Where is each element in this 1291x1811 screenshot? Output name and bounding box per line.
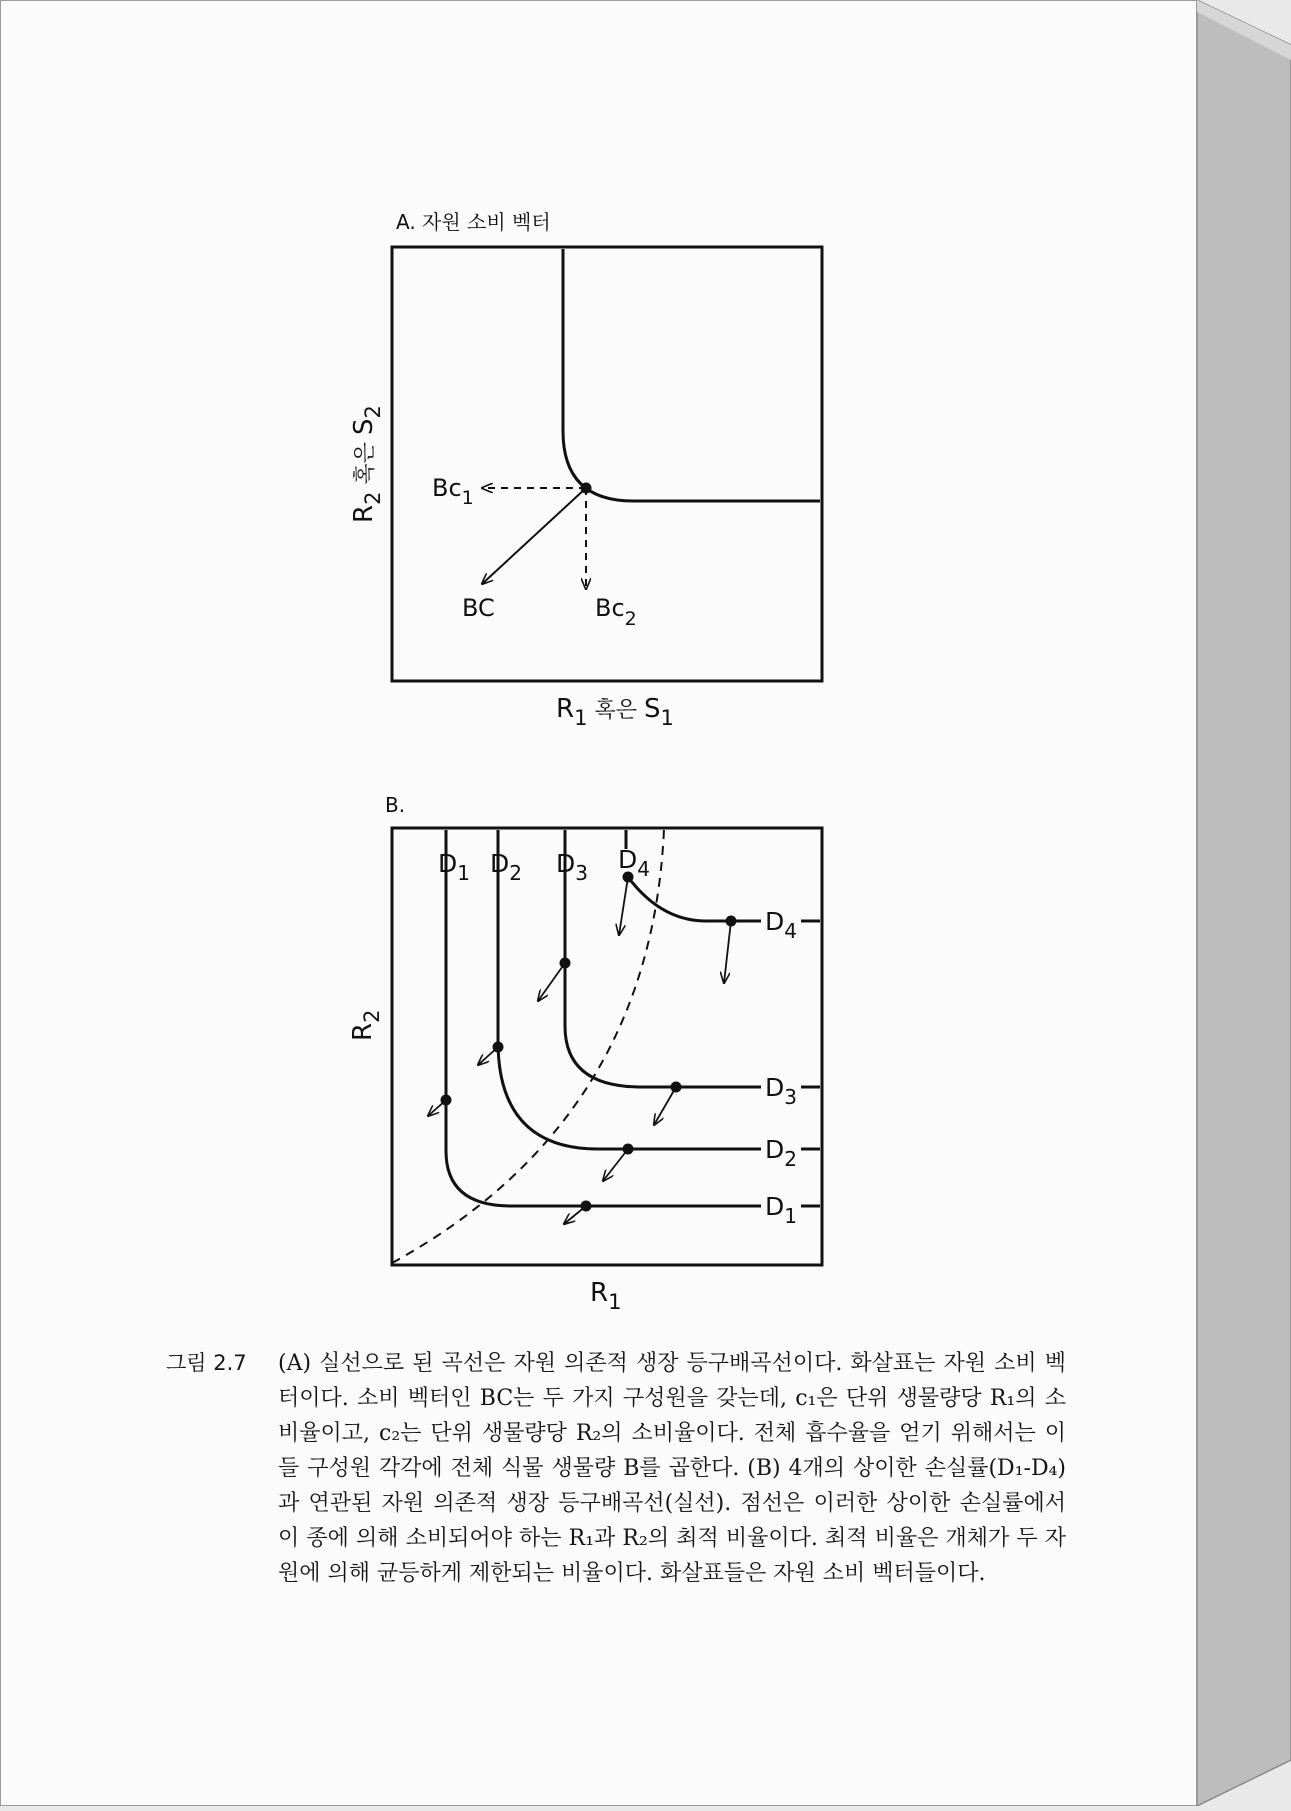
label-d4-right: $D_4$ xyxy=(765,907,797,943)
vector-d1-upper xyxy=(428,1100,446,1116)
panel-a-isocline xyxy=(563,249,820,501)
vector-bc1-label: $Bc_1$ xyxy=(432,474,474,509)
label-d4-top: $D_4$ xyxy=(618,845,650,881)
label-d1-right: $D_1$ xyxy=(765,1192,797,1228)
panel-b-frame xyxy=(392,828,822,1265)
isocline-d4 xyxy=(628,877,761,921)
panel-b-x-axis-label: $R_1$ xyxy=(590,1278,622,1314)
label-d1-top: $D_1$ xyxy=(438,849,470,885)
page-stack-edge xyxy=(1197,0,1291,1806)
vector-d3-upper xyxy=(538,963,565,1001)
panel-a-title: A. 자원 소비 벡터 xyxy=(396,210,551,234)
caption-body xyxy=(278,1346,1066,1591)
label-d3-right: $D_3$ xyxy=(765,1073,797,1109)
panel-b-y-axis-label: $R_2$ xyxy=(348,1009,384,1041)
panel-a-x-axis-label: $R_1$ $^{혹은}$ $S_1$ xyxy=(556,694,674,730)
vector-d4-upper xyxy=(619,877,628,935)
optimal-ratio-line xyxy=(392,829,664,1263)
isocline-d3 xyxy=(565,830,761,1087)
vector-bc-arrow xyxy=(482,488,586,584)
caption-text: (A) 실선으로 된 곡선은 자원 의존적 생장 등구배곡선이다. 화살표는 자원 소비 벡터이다. 소비 벡터인 BC는 두 가지 구성원을 갖는데, c₁은 단위 생물량당 R₁의 소비율이고, c₂는 단위 생물량당 R₂의 소비율이다. 전체 흡수율을 얻기 위해서는 이들 구성원 각각에 전체 식물 생물량 B를 곱한다. (B) 4개의 상이한 손실률(D₁-D₄)과 연관된 자원 의존적 생장 등구배곡선(실선). 점선은 이러한 상이한 손실률에서 이 종에 의해 소비되어야 하는 R₁과 R₂의 최적 비율이다. 최적 비율은 개체가 두 자원에 의해 균등하게 제한되는 비율이다. 화살표들은 자원 소비 벡터들이다. xyxy=(278,1351,1066,1586)
label-d2-right: $D_2$ xyxy=(765,1135,797,1171)
vector-d4-lower xyxy=(724,921,731,983)
label-d2-top: $D_2$ xyxy=(490,849,522,885)
vector-d2-upper xyxy=(478,1047,498,1065)
label-d3-top: $D_3$ xyxy=(556,849,588,885)
vector-d2-lower xyxy=(603,1149,628,1181)
panel-b-title: B. xyxy=(385,793,406,817)
vector-bc-label: BC xyxy=(462,594,495,622)
vector-d1-lower xyxy=(564,1206,586,1224)
caption-label: 그림 2.7 xyxy=(166,1351,247,1375)
vector-d3-lower xyxy=(654,1087,676,1125)
vector-bc2-label: $Bc_2$ xyxy=(595,594,637,630)
panel-a-y-axis-label: $R_2$ $^{혹은}$ $S_2$ xyxy=(349,405,385,523)
